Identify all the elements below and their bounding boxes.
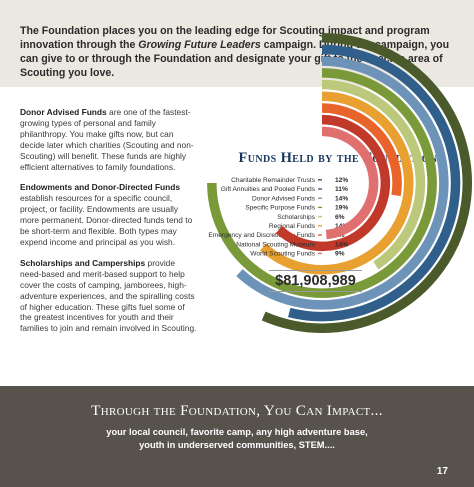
endowments-paragraph: Endowments and Donor-Directed Funds establish resources for a specific council, project, or facility. Endowments are usually more permanent. Donor-directed funds tend to be short-term and flexible. Both types may expend income and principal as you wish. (20, 182, 193, 247)
fund-arc (239, 61, 443, 305)
legend-value: 14% (335, 241, 349, 249)
page-number: 17 (436, 466, 448, 477)
fund-arc (322, 85, 420, 266)
legend-value: 11% (335, 186, 348, 194)
legend-label: World Scouting Funds (250, 250, 315, 258)
intro-text: The Foundation places you on the leading edge for Scouting impact and program innovation through the Growing Future Leaders campaign. During the campaign, you can give to or through the Foundation and designate your gift to the specific area of Scouting you love. (20, 25, 450, 79)
legend-label: Donor Advised Funds (251, 195, 315, 203)
impact-line-2: youth in underserved communities, STEM.... (139, 440, 335, 450)
legend-value: 14% (335, 223, 349, 230)
total-amount: $81,908,989 (269, 270, 362, 292)
legend-label: Charitable Remainder Trusts (231, 177, 315, 184)
fund-arc (212, 73, 432, 293)
chart-title: Funds Held by the Foundation (238, 150, 438, 166)
legend-label: Gift Annuities and Pooled Funds (220, 186, 315, 194)
legend-value: 6% (335, 213, 345, 221)
campaign-name: Growing Future Leaders (138, 39, 261, 51)
legend-label: Specific Purpose Funds (245, 204, 315, 212)
fund-descriptions (20, 107, 198, 344)
legend-value: 9% (335, 250, 345, 258)
legend-label: Emergency and Discretionary Funds (208, 232, 315, 240)
legend-label: Regional Funds (268, 223, 315, 230)
scholarships-paragraph: Scholarships and Camperships provide need-based and merit-based support to help cover the costs of camping, jamborees, high-adventure experiences, and the spiralling costs of higher education. These gifts fuel some of the greatest incentives for youth and their families to join and remain involved in Scouting. (20, 257, 197, 334)
legend-label: National Scouting Museum (236, 241, 315, 249)
legend-value: 14% (335, 195, 349, 203)
legend-value: 19% (335, 204, 349, 212)
fund-arc (322, 131, 374, 234)
impact-band (0, 386, 474, 487)
legend-value: 12% (335, 177, 349, 184)
legend-label: Scholarships (277, 213, 315, 221)
impact-line-1: your local council, favorite camp, any high adventure base, (106, 427, 368, 437)
fund-arc (263, 96, 409, 270)
intro-band (0, 0, 474, 87)
donor-advised-funds-paragraph: Donor Advised Funds are one of the fastest-growing types of personal and family philanthropy. You make gifts now, but can decide later which charities (Scouting and non-Scouting) will benefit. These funds are highly efficient alternatives to family foundations. (20, 107, 194, 172)
fund-arc (279, 120, 385, 247)
impact-title: Through the Foundation, You Can Impact... (91, 402, 383, 419)
legend-value: 1% (335, 232, 345, 240)
